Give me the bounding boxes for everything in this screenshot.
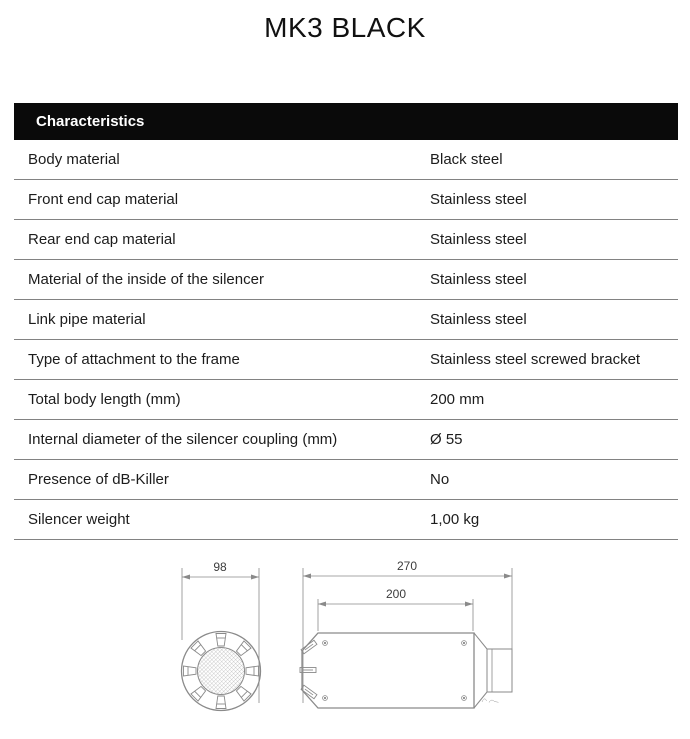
table-row <box>14 180 678 220</box>
spec-label: Body material <box>28 151 120 168</box>
table-row <box>14 300 678 340</box>
spec-value: Stainless steel screwed bracket <box>430 351 641 368</box>
spec-value: Stainless steel <box>430 191 527 208</box>
spec-value: Stainless steel <box>430 271 527 288</box>
spec-value: 1,00 kg <box>430 511 480 528</box>
table-row <box>14 460 678 500</box>
spec-label: Silencer weight <box>28 511 130 528</box>
dimension-200-label: 200 <box>385 587 407 601</box>
table-row <box>14 340 678 380</box>
table-row <box>14 220 678 260</box>
spec-label: Total body length (mm) <box>28 391 181 408</box>
spec-value: Stainless steel <box>430 311 527 328</box>
silencer-front-view <box>182 632 261 711</box>
dimension-200 <box>318 587 473 631</box>
spec-value: 200 mm <box>430 391 485 408</box>
dimension-98-label: 98 <box>213 560 227 574</box>
spec-label: Material of the inside of the silencer <box>28 271 264 288</box>
technical-drawing <box>0 555 690 739</box>
table-row <box>14 260 678 300</box>
spec-label: Type of attachment to the frame <box>28 351 240 368</box>
table-row <box>14 380 678 420</box>
table-row <box>14 420 678 460</box>
silencer-side-view <box>300 633 512 708</box>
characteristics-table <box>14 103 678 540</box>
table-row <box>14 500 678 540</box>
spec-label: Rear end cap material <box>28 231 176 248</box>
spec-value: Black steel <box>430 151 503 168</box>
spec-label: Front end cap material <box>28 191 179 208</box>
dimension-270 <box>303 559 512 703</box>
spec-value: No <box>430 471 450 488</box>
spec-value: Stainless steel <box>430 231 527 248</box>
table-header: Characteristics <box>14 103 678 140</box>
table-row <box>14 140 678 180</box>
spec-value: Ø 55 <box>430 431 463 448</box>
spec-label: Link pipe material <box>28 311 146 328</box>
weld-annotation-mark <box>482 699 499 703</box>
dimension-270-label: 270 <box>396 559 418 573</box>
spec-label: Presence of dB-Killer <box>28 471 169 488</box>
page-title: MK3 BLACK <box>264 12 426 43</box>
spec-label: Internal diameter of the silencer coupling (mm) <box>28 431 338 448</box>
